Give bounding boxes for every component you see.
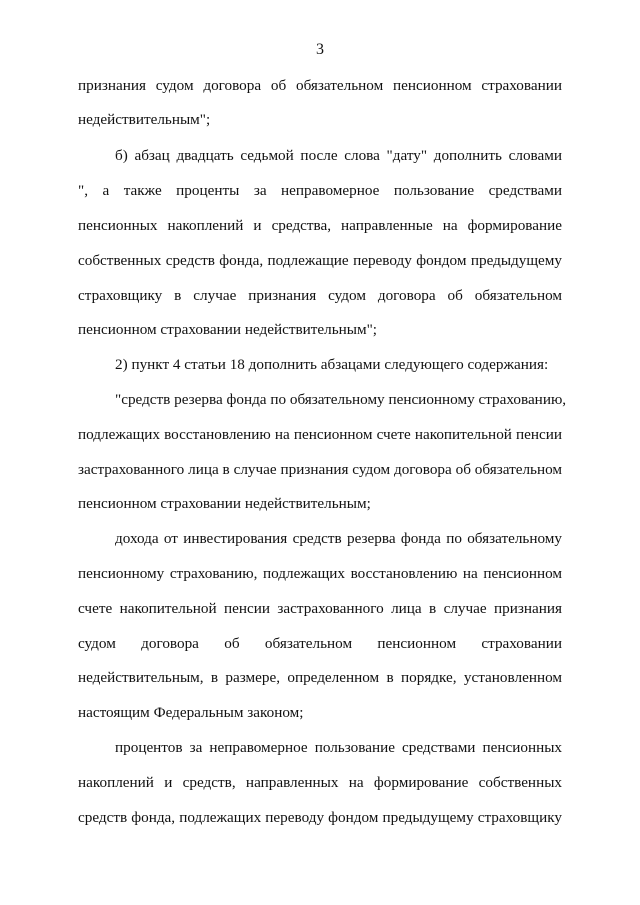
text-line: пенсионном страховании недействительным; bbox=[78, 495, 371, 512]
text-line: недействительным"; bbox=[78, 111, 211, 128]
text-line: пенсионному страхованию, подлежащих восстановлению на пенсионном bbox=[78, 565, 562, 582]
text-line: пенсионном страховании недействительным"; bbox=[78, 321, 378, 338]
text-line: недействительным, в размере, определенном в порядке, установленном bbox=[78, 669, 562, 686]
text-line: средств фонда, подлежащих переводу фондом предыдущему страховщику bbox=[78, 809, 562, 826]
text-line: ", а также проценты за неправомерное пользование средствами bbox=[78, 182, 562, 199]
text-line: подлежащих восстановлению на пенсионном счете накопительной пенсии bbox=[78, 426, 562, 443]
text-line: застрахованного лица в случае признания судом договора об обязательном bbox=[78, 461, 562, 478]
text-line: накоплений и средств, направленных на формирование собственных bbox=[78, 774, 562, 791]
text-line: собственных средств фонда, подлежащие переводу фондом предыдущему bbox=[78, 252, 562, 269]
text-line: б) абзац двадцать седьмой после слова "дату" дополнить словами bbox=[115, 147, 562, 164]
text-line: судом договора об обязательном пенсионном страховании bbox=[78, 635, 562, 652]
text-line: "средств резерва фонда по обязательному пенсионному страхованию, bbox=[115, 391, 567, 408]
text-line: признания судом договора об обязательном пенсионном страховании bbox=[78, 77, 562, 94]
text-line: 2) пункт 4 статьи 18 дополнить абзацами следующего содержания: bbox=[115, 356, 549, 373]
page-number: 3 bbox=[316, 41, 324, 58]
text-line: пенсионных накоплений и средства, направленные на формирование bbox=[78, 217, 562, 234]
text-line: страховщику в случае признания судом договора об обязательном bbox=[78, 287, 562, 304]
text-line: счете накопительной пенсии застрахованного лица в случае признания bbox=[78, 600, 562, 617]
text-line: настоящим Федеральным законом; bbox=[78, 704, 304, 721]
text-line: процентов за неправомерное пользование средствами пенсионных bbox=[115, 739, 562, 756]
text-line: дохода от инвестирования средств резерва фонда по обязательному bbox=[115, 530, 562, 547]
